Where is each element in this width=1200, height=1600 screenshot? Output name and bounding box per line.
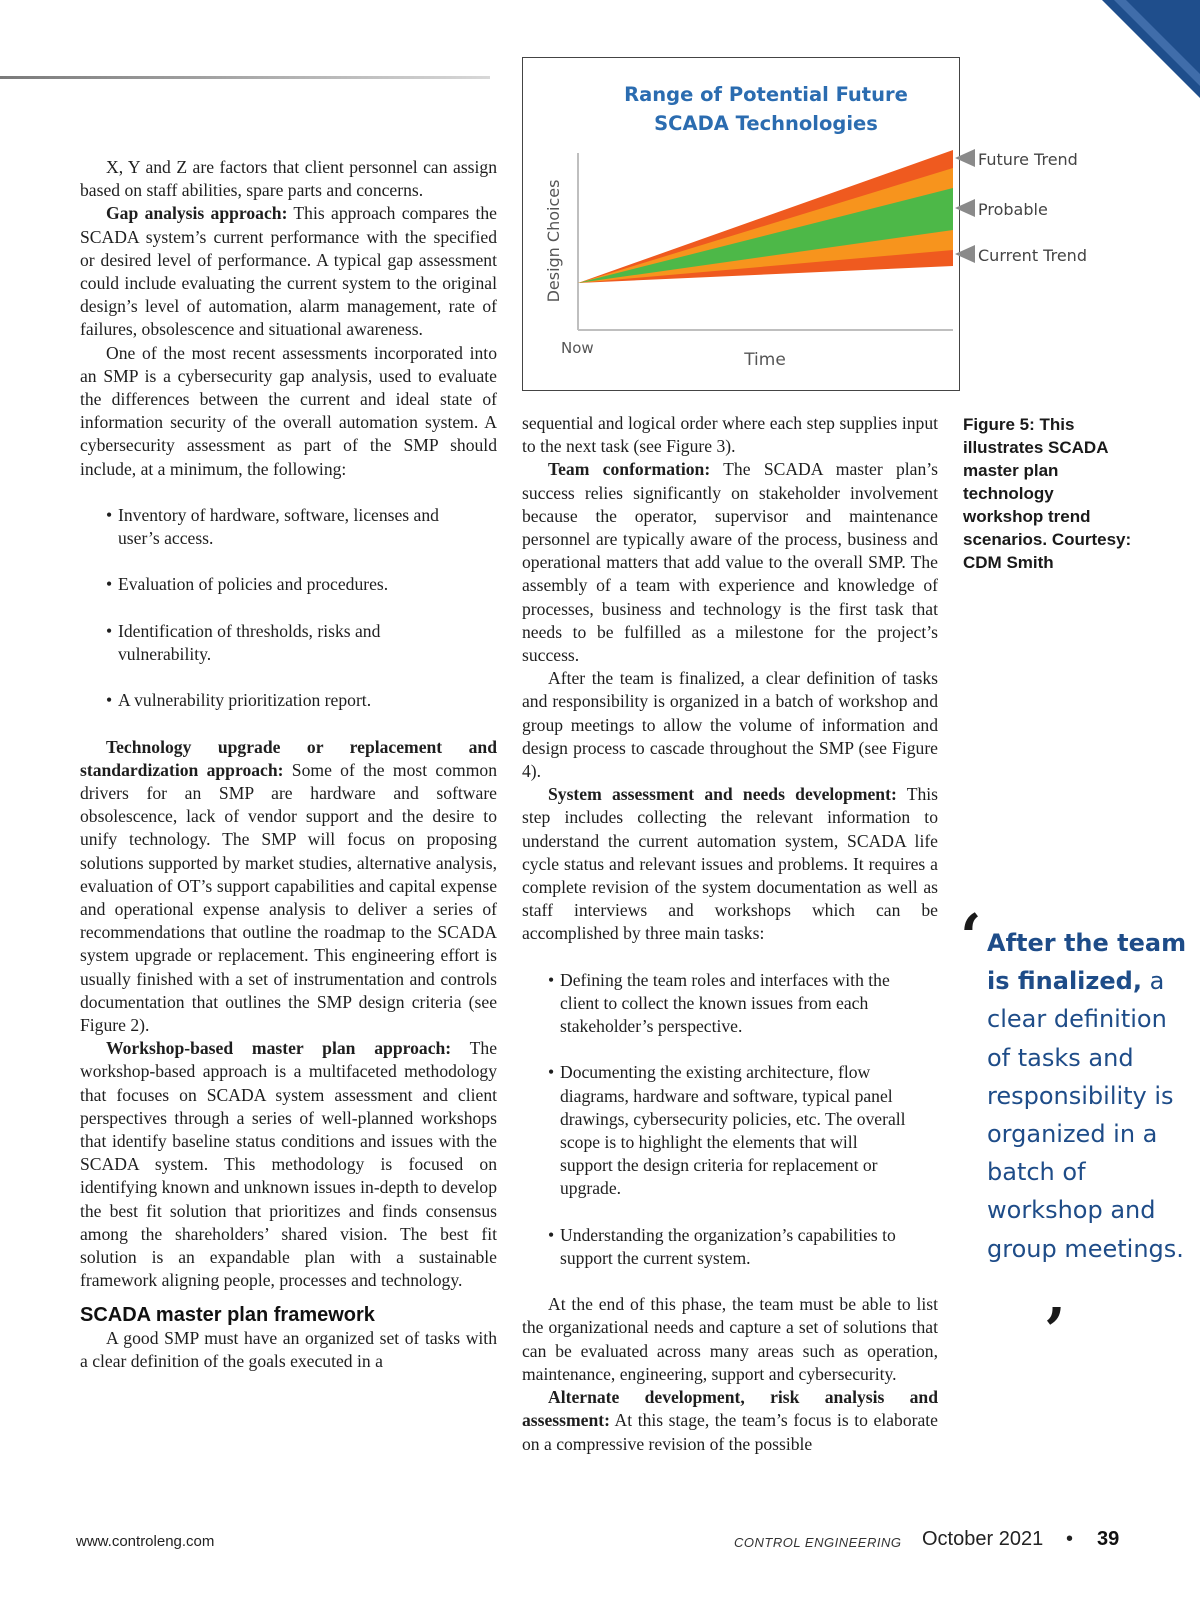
legend-future-trend: Future Trend — [978, 150, 1078, 169]
cybersecurity-bullet-list — [80, 481, 497, 736]
paragraph-framework: A good SMP must have an organized set of tasks with a clear definition of the goals executed in a — [80, 1327, 497, 1371]
legend-arrow-current — [955, 245, 975, 263]
list-item: • Evaluation of policies and procedures. — [80, 573, 457, 596]
left-text-column — [80, 156, 497, 1373]
legend-arrow-probable — [955, 199, 975, 217]
figure-title-line1: Range of Potential Future — [624, 83, 908, 106]
team-conformation-heading: Team conformation: — [548, 459, 711, 480]
gap-analysis-heading: Gap analysis approach: — [106, 203, 288, 224]
pull-quote-text: a clear definition of tasks and responsibility is organized in a batch of workshop and group meetings. — [987, 967, 1184, 1263]
header-rule — [0, 76, 490, 79]
figure-trend-chart — [522, 57, 1087, 391]
x-axis-label: Time — [744, 350, 786, 370]
x-axis-start-label: Now — [561, 339, 594, 357]
pull-quote-bold: After the team is finalized, — [987, 929, 1187, 996]
list-item: • Understanding the organization’s capabilities to support the current system. — [522, 1224, 913, 1270]
list-item: • Identification of thresholds, risks and vulnerability. — [80, 620, 457, 666]
y-axis-label: Design Choices — [544, 179, 563, 303]
middle-text-column — [522, 412, 938, 1456]
page-number: 39 — [1097, 1528, 1120, 1550]
pull-quote — [987, 924, 1187, 1268]
paragraph-alternate-development: Alternate development, risk analysis and assessment: At this stage, the team’s focus is to elaborate on a compressive revision of the possible — [522, 1387, 938, 1454]
figure-title-line2: SCADA Technologies — [654, 112, 878, 135]
legend-arrow-future — [955, 149, 975, 167]
paragraph-factors: X, Y and Z are factors that client personnel can assign based on staff abilities, spare parts and concerns. — [80, 157, 497, 201]
paragraph-system-assessment: System assessment and needs development: This step includes collecting the relevant information to understand the current automation system, SCADA life cycle status and relevant issues and problems. It requires a complete revision of the system documentation as well as staff interviews and workshops which can be accomplished by three main tasks: — [522, 784, 939, 944]
paragraph-sequential-order: sequential and logical order where each step supplies input to the next task (see Figure 3). — [522, 413, 938, 457]
legend-current-trend: Current Trend — [978, 246, 1087, 265]
list-item: • Defining the team roles and interfaces with the client to collect the known issues from each stakeholder’s perspective. — [522, 969, 913, 1039]
paragraph-gap-analysis: Gap analysis approach: This approach compares the SCADA system’s current performance with the specified or desired level of performance. A typical gap assessment could include evaluating the current system to the original design’s level of automation, alarm management, rate of failures, obsolescence and situational awareness. — [80, 203, 497, 340]
alternate-development-heading: Alternate development, risk analysis and assessment: — [522, 1387, 938, 1431]
footer-issue-date: October 2021 — [922, 1528, 1044, 1550]
paragraph-end-of-phase: At the end of this phase, the team must be able to list the organizational needs and capture a set of solutions that can be evaluated across many areas such as operation, maintenance, engineering, support and cybersecurity. — [522, 1294, 938, 1384]
footer-magazine-name: CONTROL ENGINEERING — [734, 1535, 902, 1550]
paragraph-technology-upgrade: Technology upgrade or replacement and standardization approach: Some of the most common drivers for an SMP are hardware and software obsolescence, lack of vendor support and the desire to unify technology. The SMP will focus on proposing solutions supported by market studies, alternative analysis, evaluation of OT’s support capabilities and capital expense and operational expense analysis to deliver a series of recommendations that outline the roadmap to the SCADA system upgrade or replacement. This engineering effort is usually finished with a set of instrumentation and controls documentation that outlines the SMP design criteria (see Figure 2). — [80, 736, 497, 1036]
legend-probable: Probable — [978, 200, 1048, 219]
system-assessment-heading: System assessment and needs development: — [548, 784, 897, 805]
technology-upgrade-heading: Technology upgrade or replacement and standardization approach: — [80, 736, 497, 780]
figure-caption: Figure 5: This illustrates SCADA master plan technology workshop trend scenarios. Courtesy: CDM Smith — [963, 415, 1132, 572]
open-quote-icon: ‘ — [960, 900, 982, 973]
paragraph-team-finalized: After the team is finalized, a clear definition of tasks and responsibility is organized in a batch of workshop and group meetings to allow the volume of information and design process to cascade throughout the SMP (see Figure 4). — [522, 668, 938, 782]
assessment-bullet-list — [522, 946, 938, 1294]
workshop-approach-heading: Workshop-based master plan approach: — [106, 1038, 452, 1059]
list-item: • Inventory of hardware, software, licenses and user’s access. — [80, 504, 457, 550]
footer-url[interactable]: www.controleng.com — [76, 1533, 215, 1550]
paragraph-team-conformation: Team conformation: The SCADA master plan’s success relies significantly on stakeholder involvement because the operator, supervisor and maintenance personnel are typically aware of the process, business and operational matters that add value to the overall SMP. The assembly of a team with experience and knowledge of processes, business and technology is the first task that needs to be fulfilled as a milestone for the project’s success. — [522, 459, 939, 666]
paragraph-cybersecurity: One of the most recent assessments incorporated into an SMP is a cybersecurity gap analysis, used to evaluate the differences between the current and ideal state of information security of the overall automation system. A cybersecurity assessment as part of the SMP should include, at a minimum, the following: — [80, 342, 497, 479]
section-heading-framework: SCADA master plan framework — [80, 1303, 375, 1326]
list-item: • Documenting the existing architecture, flow diagrams, hardware and software, typical panel drawings, cybersecurity policies, etc. The overall scope is to highlight the elements that will support the design criteria for replacement or upgrade. — [522, 1061, 913, 1200]
paragraph-workshop-approach: Workshop-based master plan approach: The workshop-based approach is a multifaceted methodology that focuses on SCADA system assessment and client perspectives through a series of well-planned workshops that identify baseline status conditions and issues with the SCADA system. This methodology is focused on identifying known and unknown issues in-depth to develop the best fit solution that prioritizes and finds consensus among the shareholders’ shared vision. The best fit solution is an expandable plan with a sustainable framework aligning people, processes and technology. — [80, 1038, 497, 1291]
trend-chart-graphic — [523, 58, 1087, 392]
close-quote-icon: ’ — [1044, 1294, 1066, 1367]
footer-separator: • — [1066, 1528, 1074, 1550]
list-item: • A vulnerability prioritization report. — [80, 689, 457, 712]
corner-decoration — [1080, 0, 1200, 110]
